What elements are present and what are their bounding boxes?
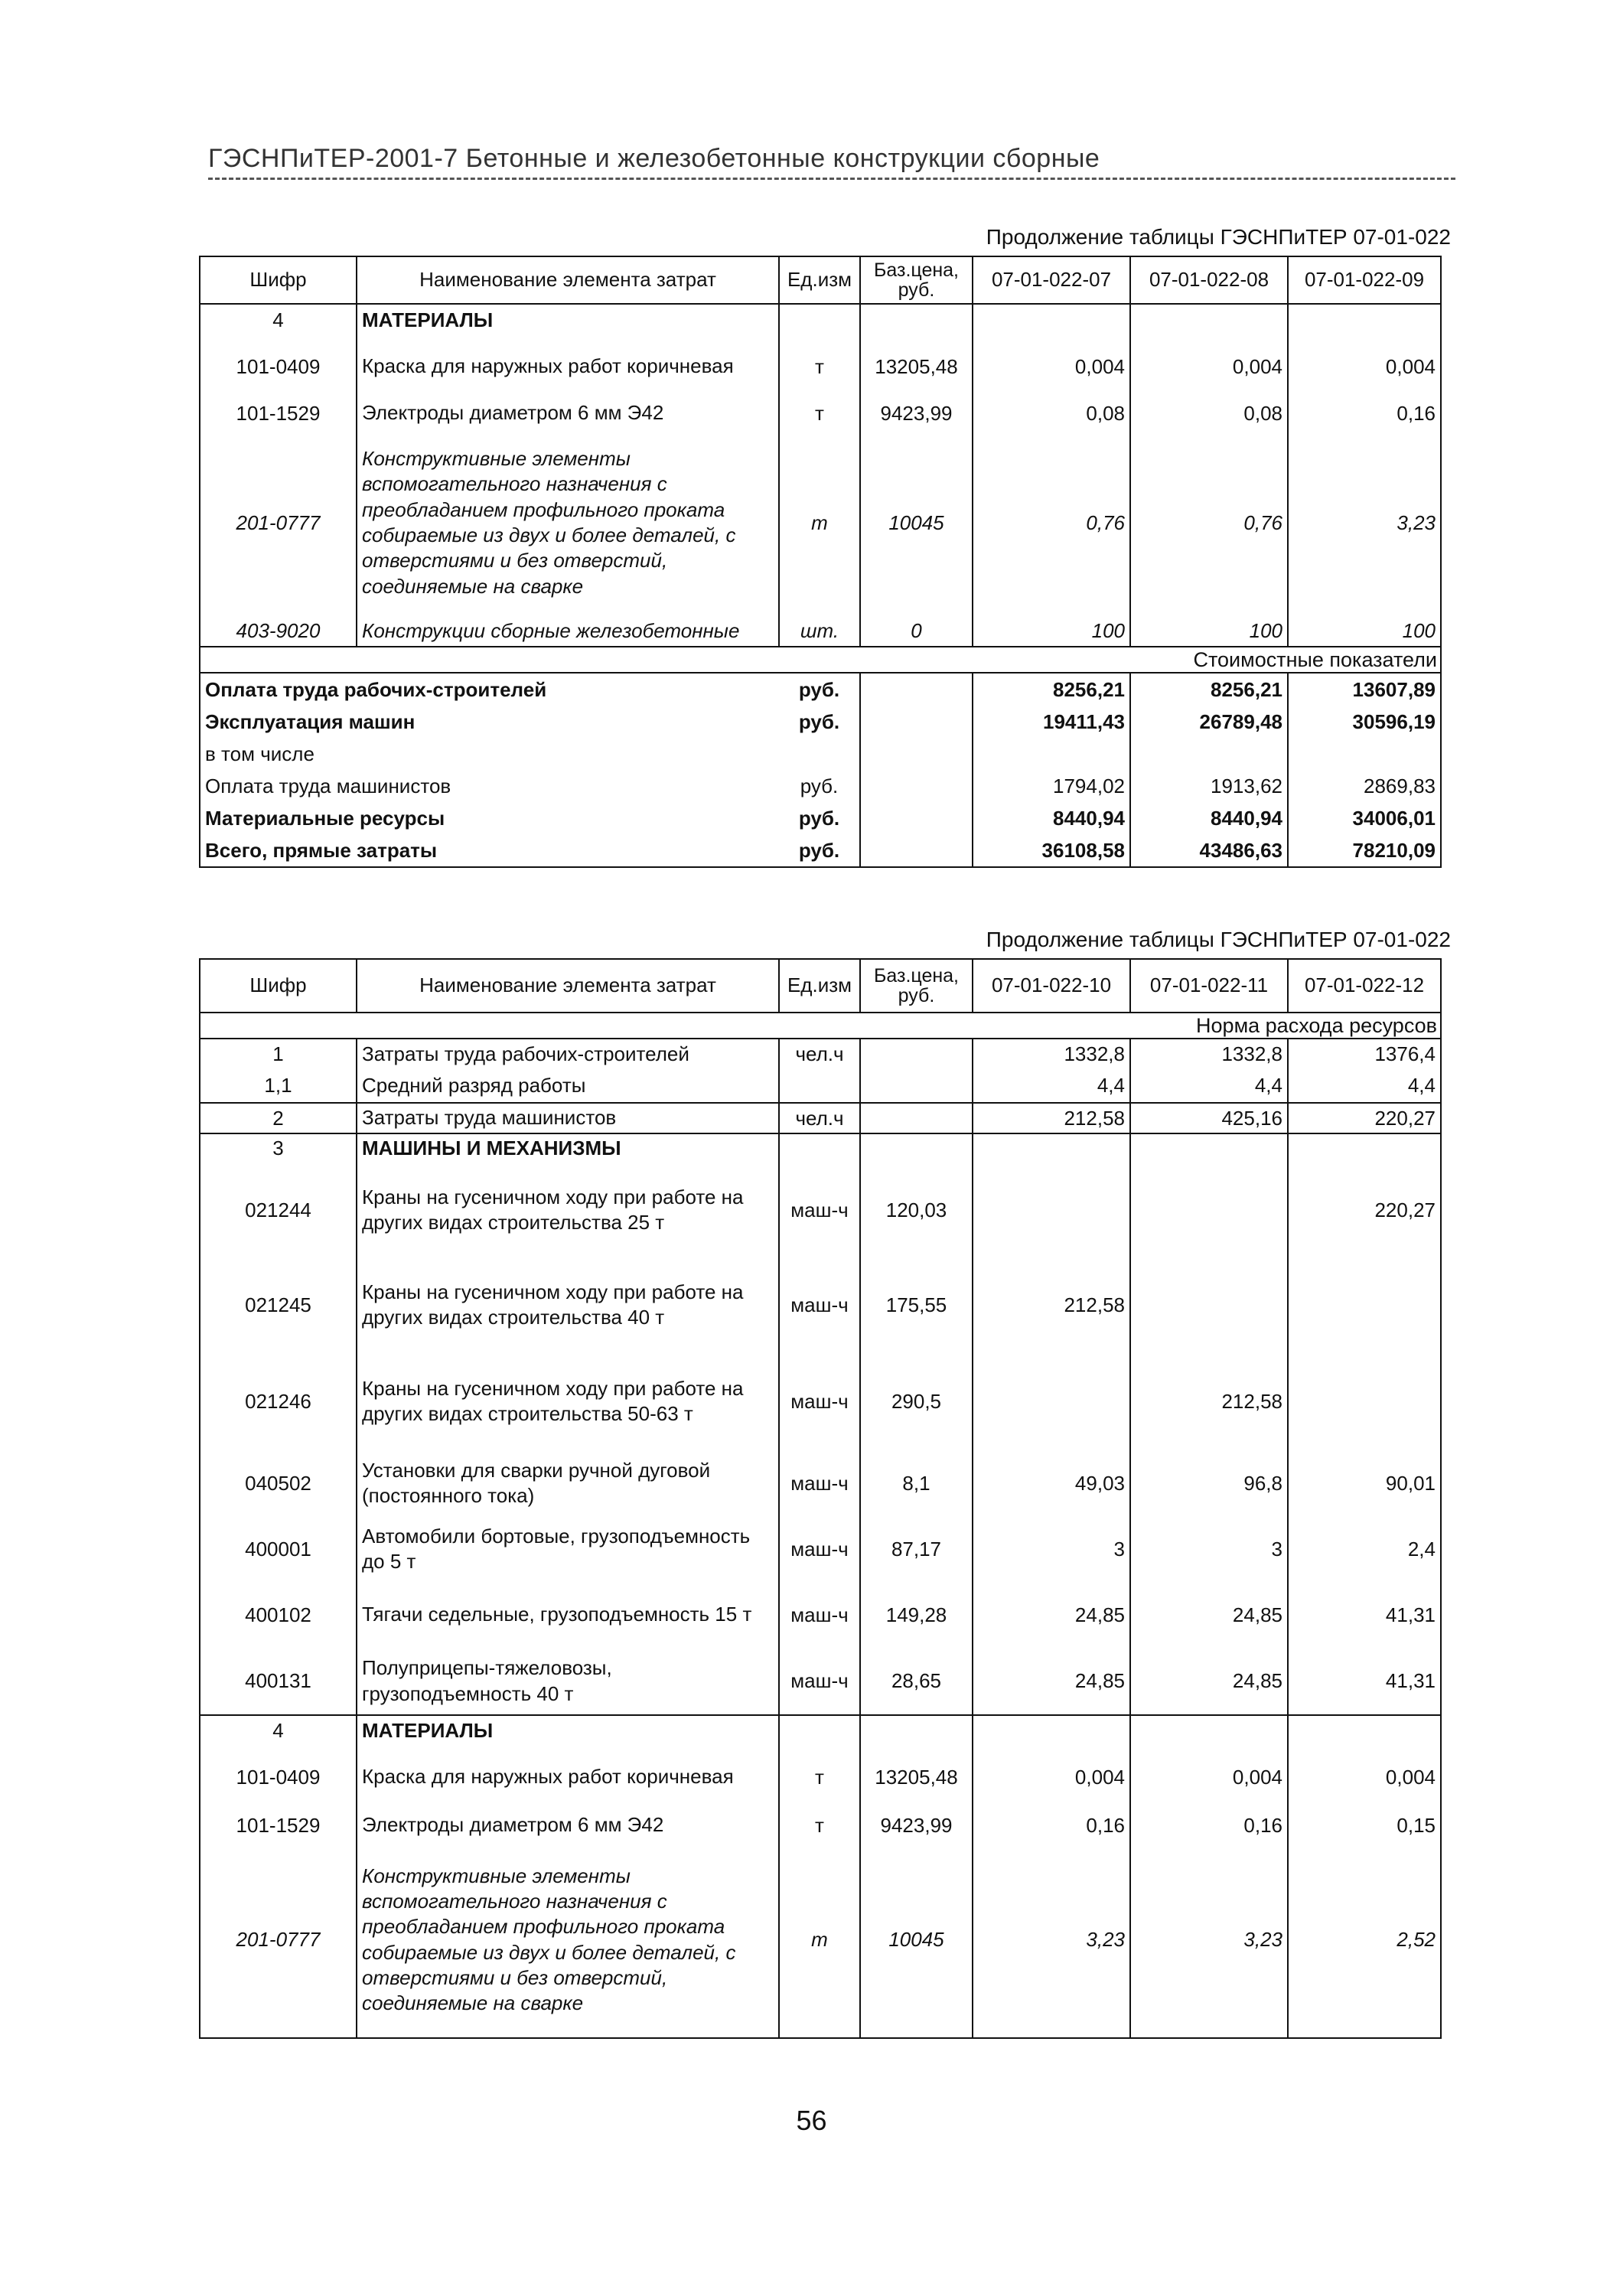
summary-price [860, 738, 973, 770]
row-price: 9423,99 [860, 397, 973, 429]
row-name: Краска для наружных работ коричневая [357, 1746, 779, 1808]
summary-label: Оплата труда машинистов [200, 770, 779, 802]
table-row [200, 616, 1441, 647]
row-name: Конструктивные элементы вспомогательного назначения с преобладанием профильного проката собираемые из двух и более деталей, с отверстиями и без отверстий, соединяемые на сварке [357, 429, 779, 616]
table-row [200, 1842, 1441, 2038]
row-value-2: 24,85 [1130, 1582, 1288, 1648]
row-value-2 [1130, 1257, 1288, 1352]
row-unit: т [779, 1746, 860, 1808]
row-name: Конструктивные элементы вспомогательного назначения с преобладанием профильного проката собираемые из двух и более деталей, с отверстиями и без отверстий, соединяемые на сварке [357, 1842, 779, 2038]
col-header-code: Шифр [200, 256, 357, 304]
row-value-3: 1376,4 [1288, 1039, 1441, 1069]
summary-value-1: 19411,43 [973, 706, 1130, 738]
row-name: Краска для наружных работ коричневая [357, 336, 779, 397]
row-price: 10045 [860, 1842, 973, 2038]
row-value-3 [1288, 304, 1441, 336]
row-value-2 [1130, 1715, 1288, 1746]
row-unit: маш-ч [779, 1163, 860, 1257]
page-number: 56 [796, 2105, 827, 2136]
row-value-2: 0,08 [1130, 397, 1288, 429]
row-unit: маш-ч [779, 1516, 860, 1582]
row-value-1: 4,4 [973, 1069, 1130, 1103]
row-code: 2 [200, 1103, 357, 1133]
summary-value-3: 78210,09 [1288, 834, 1441, 867]
page-header: ГЭСНПиТЕР-2001-7 Бетонные и железобетонные конструкции сборные [208, 144, 1100, 173]
summary-value-3: 2869,83 [1288, 770, 1441, 802]
row-unit: маш-ч [779, 1257, 860, 1352]
col-header-unit: Ед.изм [779, 256, 860, 304]
row-unit: шт. [779, 616, 860, 647]
row-unit [779, 1133, 860, 1163]
row-price: 175,55 [860, 1257, 973, 1352]
row-unit: маш-ч [779, 1648, 860, 1715]
row-name: Полуприцепы-тяжеловозы, грузоподъемность 40 т [357, 1648, 779, 1715]
summary-value-2 [1130, 738, 1288, 770]
summary-value-2: 8256,21 [1130, 673, 1288, 706]
summary-value-1 [973, 738, 1130, 770]
row-unit [779, 1715, 860, 1746]
col-header-code: Шифр [200, 959, 357, 1013]
summary-unit: руб. [779, 706, 860, 738]
row-unit: т [779, 1808, 860, 1842]
row-code: 021246 [200, 1352, 357, 1450]
summary-value-1: 8256,21 [973, 673, 1130, 706]
table1-header-row [200, 256, 1441, 304]
row-price: 0 [860, 616, 973, 647]
row-value-3 [1288, 1715, 1441, 1746]
row-value-2 [1130, 304, 1288, 336]
row-value-1: 212,58 [973, 1257, 1130, 1352]
row-value-1: 212,58 [973, 1103, 1130, 1133]
row-name: Краны на гусеничном ходу при работе на других видах строительства 50-63 т [357, 1352, 779, 1450]
row-name: МАТЕРИАЛЫ [357, 304, 779, 336]
table-row [200, 1133, 1441, 1163]
band-row [200, 1013, 1441, 1039]
summary-label: Оплата труда рабочих-строителей [200, 673, 779, 706]
row-value-2: 212,58 [1130, 1352, 1288, 1450]
row-value-3: 0,004 [1288, 336, 1441, 397]
row-name: Краны на гусеничном ходу при работе на других видах строительства 40 т [357, 1257, 779, 1352]
summary-value-3: 34006,01 [1288, 802, 1441, 834]
row-name: Затраты труда машинистов [357, 1103, 779, 1133]
row-value-2: 96,8 [1130, 1450, 1288, 1516]
row-value-3: 0,16 [1288, 397, 1441, 429]
row-price [860, 304, 973, 336]
row-price [860, 1069, 973, 1103]
row-price: 149,28 [860, 1582, 973, 1648]
band-label: Стоимостные показатели [200, 647, 1441, 673]
summary-value-2: 8440,94 [1130, 802, 1288, 834]
summary-row [200, 706, 1441, 738]
row-code: 101-1529 [200, 397, 357, 429]
row-code: 201-0777 [200, 1842, 357, 2038]
row-value-1: 1332,8 [973, 1039, 1130, 1069]
table-row [200, 1069, 1441, 1103]
row-price [860, 1133, 973, 1163]
row-unit [779, 1069, 860, 1103]
row-value-3 [1288, 1257, 1441, 1352]
table2-header-row [200, 959, 1441, 1013]
summary-price [860, 673, 973, 706]
row-unit: т [779, 336, 860, 397]
row-value-3: 2,52 [1288, 1842, 1441, 2038]
row-value-2: 0,16 [1130, 1808, 1288, 1842]
table-row [200, 304, 1441, 336]
col-header-v1: 07-01-022-10 [973, 959, 1130, 1013]
col-header-price: Баз.цена, руб. [860, 256, 973, 304]
row-value-1 [973, 1133, 1130, 1163]
row-unit: т [779, 429, 860, 616]
row-name: МАШИНЫ И МЕХАНИЗМЫ [357, 1133, 779, 1163]
row-value-2: 3,23 [1130, 1842, 1288, 2038]
row-value-1: 0,16 [973, 1808, 1130, 1842]
row-unit: маш-ч [779, 1352, 860, 1450]
summary-value-3: 13607,89 [1288, 673, 1441, 706]
row-code: 101-1529 [200, 1808, 357, 1842]
summary-price [860, 802, 973, 834]
summary-value-1: 8440,94 [973, 802, 1130, 834]
summary-row [200, 770, 1441, 802]
col-header-v1: 07-01-022-07 [973, 256, 1130, 304]
row-price: 120,03 [860, 1163, 973, 1257]
row-value-1: 49,03 [973, 1450, 1130, 1516]
summary-price [860, 706, 973, 738]
summary-price [860, 770, 973, 802]
row-value-2: 3 [1130, 1516, 1288, 1582]
table-row [200, 1582, 1441, 1648]
row-value-1: 100 [973, 616, 1130, 647]
col-header-name: Наименование элемента затрат [357, 256, 779, 304]
row-code: 4 [200, 304, 357, 336]
row-value-2: 425,16 [1130, 1103, 1288, 1133]
summary-value-2: 26789,48 [1130, 706, 1288, 738]
row-name: Установки для сварки ручной дуговой (постоянного тока) [357, 1450, 779, 1516]
row-name: Электроды диаметром 6 мм Э42 [357, 397, 779, 429]
row-name: Конструкции сборные железобетонные [357, 616, 779, 647]
summary-unit [779, 738, 860, 770]
summary-unit: руб. [779, 673, 860, 706]
row-value-3: 90,01 [1288, 1450, 1441, 1516]
row-unit: т [779, 397, 860, 429]
table2 [199, 958, 1442, 2039]
row-unit: т [779, 1842, 860, 2038]
row-value-1: 24,85 [973, 1648, 1130, 1715]
summary-price [860, 834, 973, 867]
table-row [200, 1746, 1441, 1808]
row-value-2: 0,004 [1130, 1746, 1288, 1808]
row-value-3: 0,004 [1288, 1746, 1441, 1808]
row-value-3: 4,4 [1288, 1069, 1441, 1103]
row-code: 400102 [200, 1582, 357, 1648]
col-header-v3: 07-01-022-12 [1288, 959, 1441, 1013]
row-value-2: 24,85 [1130, 1648, 1288, 1715]
summary-row [200, 802, 1441, 834]
summary-label: Эксплуатация машин [200, 706, 779, 738]
row-value-2: 0,004 [1130, 336, 1288, 397]
row-value-1 [973, 1352, 1130, 1450]
row-name: МАТЕРИАЛЫ [357, 1715, 779, 1746]
col-header-v3: 07-01-022-09 [1288, 256, 1441, 304]
row-value-3: 41,31 [1288, 1648, 1441, 1715]
row-value-3: 220,27 [1288, 1163, 1441, 1257]
summary-unit: руб. [779, 770, 860, 802]
row-value-1: 0,004 [973, 336, 1130, 397]
col-header-unit: Ед.изм [779, 959, 860, 1013]
row-value-1: 0,08 [973, 397, 1130, 429]
table-row [200, 397, 1441, 429]
row-unit: маш-ч [779, 1450, 860, 1516]
table-row [200, 1516, 1441, 1582]
row-value-1: 24,85 [973, 1582, 1130, 1648]
row-name: Тягачи седельные, грузоподъемность 15 т [357, 1582, 779, 1648]
row-unit [779, 304, 860, 336]
row-value-3: 3,23 [1288, 429, 1441, 616]
row-value-2: 100 [1130, 616, 1288, 647]
row-name: Краны на гусеничном ходу при работе на других видах строительства 25 т [357, 1163, 779, 1257]
summary-value-3: 30596,19 [1288, 706, 1441, 738]
row-unit: чел.ч [779, 1103, 860, 1133]
table-row [200, 1450, 1441, 1516]
row-value-1 [973, 1715, 1130, 1746]
summary-label: Всего, прямые затраты [200, 834, 779, 867]
row-code: 201-0777 [200, 429, 357, 616]
row-price [860, 1103, 973, 1133]
row-code: 021244 [200, 1163, 357, 1257]
row-price: 10045 [860, 429, 973, 616]
row-value-2: 1332,8 [1130, 1039, 1288, 1069]
row-code: 3 [200, 1133, 357, 1163]
row-price: 290,5 [860, 1352, 973, 1450]
table-row [200, 1808, 1441, 1842]
row-value-2: 4,4 [1130, 1069, 1288, 1103]
row-value-1: 3 [973, 1516, 1130, 1582]
summary-row [200, 738, 1441, 770]
summary-value-1: 1794,02 [973, 770, 1130, 802]
summary-unit: руб. [779, 834, 860, 867]
table-row [200, 1715, 1441, 1746]
summary-value-1: 36108,58 [973, 834, 1130, 867]
row-name: Автомобили бортовые, грузоподъемность до 5 т [357, 1516, 779, 1582]
summary-value-2: 43486,63 [1130, 834, 1288, 867]
col-header-name: Наименование элемента затрат [357, 959, 779, 1013]
table-row [200, 336, 1441, 397]
table1-caption: Продолжение таблицы ГЭСНПиТЕР 07-01-022 [986, 225, 1451, 249]
row-value-3: 41,31 [1288, 1582, 1441, 1648]
row-value-3: 0,15 [1288, 1808, 1441, 1842]
table-row [200, 1352, 1441, 1450]
row-code: 101-0409 [200, 336, 357, 397]
summary-label: Материальные ресурсы [200, 802, 779, 834]
table2-caption: Продолжение таблицы ГЭСНПиТЕР 07-01-022 [986, 928, 1451, 951]
row-value-3 [1288, 1352, 1441, 1450]
row-price: 87,17 [860, 1516, 973, 1582]
col-header-price: Баз.цена, руб. [860, 959, 973, 1013]
table-row [200, 1648, 1441, 1715]
row-value-3: 2,4 [1288, 1516, 1441, 1582]
band-label: Норма расхода ресурсов [200, 1013, 1441, 1039]
table-row [200, 1163, 1441, 1257]
row-value-3: 100 [1288, 616, 1441, 647]
row-price: 13205,48 [860, 336, 973, 397]
row-name: Затраты труда рабочих-строителей [357, 1039, 779, 1069]
summary-label: в том числе [200, 738, 779, 770]
row-value-2: 0,76 [1130, 429, 1288, 616]
row-value-1: 3,23 [973, 1842, 1130, 2038]
row-code: 400001 [200, 1516, 357, 1582]
row-code: 403-9020 [200, 616, 357, 647]
summary-row [200, 673, 1441, 706]
row-unit: чел.ч [779, 1039, 860, 1069]
header-rule [208, 178, 1455, 180]
row-unit: маш-ч [779, 1582, 860, 1648]
band-row [200, 647, 1441, 673]
row-code: 040502 [200, 1450, 357, 1516]
row-price: 9423,99 [860, 1808, 973, 1842]
row-value-2 [1130, 1163, 1288, 1257]
row-price [860, 1039, 973, 1069]
row-value-1 [973, 304, 1130, 336]
row-code: 4 [200, 1715, 357, 1746]
row-price: 8,1 [860, 1450, 973, 1516]
row-code: 1,1 [200, 1069, 357, 1103]
table-row [200, 429, 1441, 616]
table-row [200, 1039, 1441, 1069]
summary-unit: руб. [779, 802, 860, 834]
table-row [200, 1257, 1441, 1352]
row-code: 101-0409 [200, 1746, 357, 1808]
col-header-v2: 07-01-022-11 [1130, 959, 1288, 1013]
row-price: 13205,48 [860, 1746, 973, 1808]
row-value-2 [1130, 1133, 1288, 1163]
row-code: 021245 [200, 1257, 357, 1352]
summary-row [200, 834, 1441, 867]
row-name: Средний разряд работы [357, 1069, 779, 1103]
summary-value-2: 1913,62 [1130, 770, 1288, 802]
row-value-3 [1288, 1133, 1441, 1163]
summary-value-3 [1288, 738, 1441, 770]
row-code: 1 [200, 1039, 357, 1069]
row-value-1: 0,004 [973, 1746, 1130, 1808]
row-price [860, 1715, 973, 1746]
table1 [199, 256, 1442, 868]
row-value-1: 0,76 [973, 429, 1130, 616]
row-name: Электроды диаметром 6 мм Э42 [357, 1808, 779, 1842]
table-row [200, 1103, 1441, 1133]
row-price: 28,65 [860, 1648, 973, 1715]
row-code: 400131 [200, 1648, 357, 1715]
col-header-v2: 07-01-022-08 [1130, 256, 1288, 304]
row-value-3: 220,27 [1288, 1103, 1441, 1133]
row-value-1 [973, 1163, 1130, 1257]
